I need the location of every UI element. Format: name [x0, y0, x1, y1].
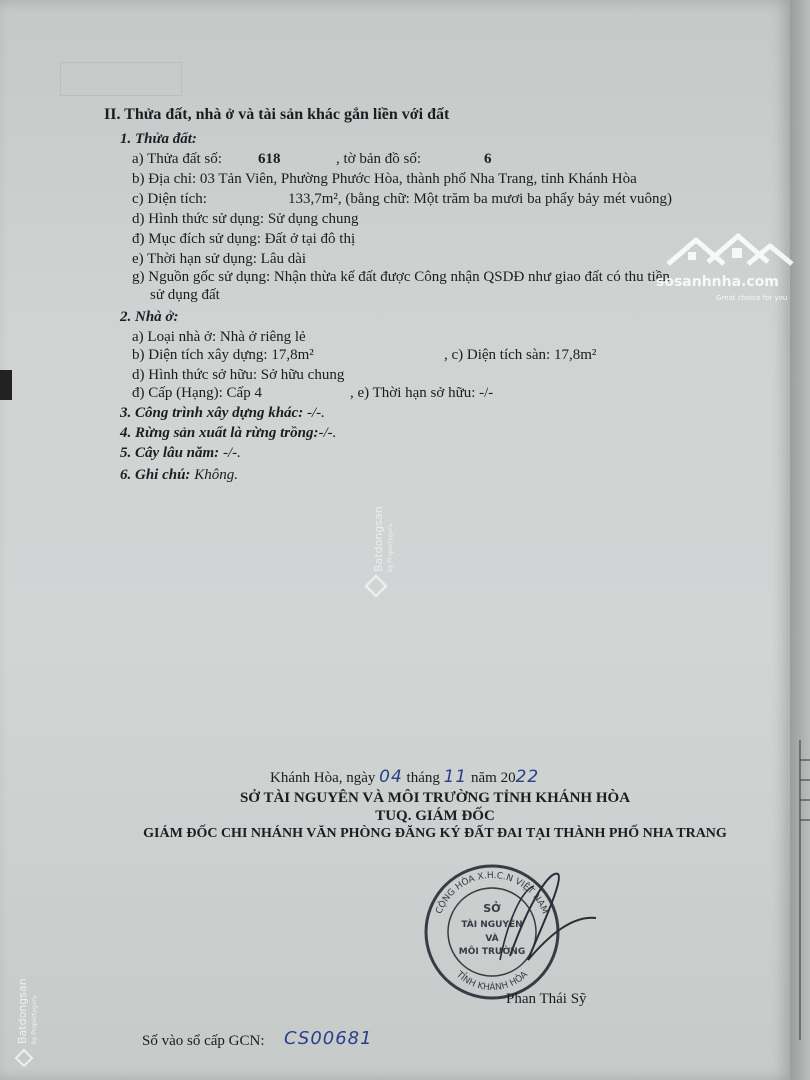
date-month: 11 [443, 767, 468, 787]
land-map-label: , tờ bản đồ số: [336, 151, 422, 167]
perennial-trees [120, 444, 241, 462]
land-area-value: 133,7m², (bằng chữ: Một trăm ba mươi ba phẩy bảy mét vuông) [288, 191, 673, 207]
other-works-value: -/-. [303, 405, 325, 421]
perennial-trees-label: 5. Cây lâu năm: [120, 445, 220, 461]
land-use-purpose: đ) Mục đích sử dụng: Đất ở tại đô thị [132, 231, 356, 247]
stamp-center-4: MÔI TRƯỜNG [458, 947, 526, 957]
other-works [120, 404, 325, 422]
sosanhnha-tagline: Great choice for you [716, 294, 788, 302]
land-use-form: d) Hình thức sử dụng: Sử dụng chung [132, 211, 359, 227]
batdongsan-watermark-center [356, 480, 396, 600]
notes-value: Không. [190, 467, 238, 483]
house-type: a) Loại nhà ở: Nhà ở riêng lẻ [132, 329, 306, 345]
house-heading: 2. Nhà ở: [120, 309, 179, 325]
land-area-label: c) Diện tích: [132, 191, 207, 207]
land-use-term: e) Thời hạn sử dụng: Lâu dài [132, 251, 307, 267]
authority-line: TUQ. GIÁM ĐỐC [375, 808, 495, 824]
faded-box [60, 62, 182, 96]
batdongsan-left-text: Batdongsan [16, 978, 29, 1044]
house-floor-area: , c) Diện tích sàn: 17,8m² [444, 347, 597, 363]
planted-forest-value: -/-. [318, 425, 337, 441]
date-prefix: Khánh Hòa, ngày [270, 770, 376, 786]
house-ownership: d) Hình thức sở hữu: Sở hữu chung [132, 367, 345, 383]
batdongsan-center-small: by Propertyguru [387, 523, 394, 572]
issuing-org: SỞ TÀI NGUYÊN VÀ MÔI TRƯỜNG TỈNH KHÁNH HÒA [239, 790, 631, 806]
notes [120, 466, 238, 484]
land-address: b) Địa chỉ: 03 Tản Viên, Phường Phước Hòa, thành phố Nha Trang, tỉnh Khánh Hòa [132, 171, 637, 187]
stamp-ring-text: CỘNG HÒA X.H.C.N VIỆT NAM [434, 870, 550, 916]
house-grade: đ) Cấp (Hạng): Cấp 4 [132, 385, 262, 401]
date-year-label: năm 20 [471, 770, 516, 786]
land-heading: 1. Thửa đất: [120, 131, 197, 147]
date-day: 04 [379, 767, 403, 787]
page-edge-lines [792, 740, 810, 1040]
perennial-trees-value: -/-. [219, 445, 241, 461]
planted-forest [120, 424, 336, 442]
other-works-label: 3. Công trình xây dựng khác: [120, 405, 304, 421]
stamp-center-1: SỞ [483, 902, 501, 915]
official-stamp [400, 860, 600, 1000]
section-title: II. Thửa đất, nhà ở và tài sản khác gắn liền với đất [104, 106, 450, 123]
date-month-label: tháng [406, 770, 440, 786]
batdongsan-center-text: Batdongsan [372, 506, 385, 572]
planted-forest-label: 4. Rừng sản xuất là rừng trồng: [120, 425, 319, 441]
land-lot-number: 618 [258, 151, 281, 167]
batdongsan-left-small: by Propertyguru [31, 995, 38, 1044]
registry-number: CS00681 [284, 1028, 373, 1049]
stamp-center-2: TÀI NGUYÊN [461, 920, 523, 930]
stamp-center-3: VÀ [485, 934, 499, 944]
sosanhnha-name: sosanhnha.com [656, 274, 779, 290]
house-build-area: b) Diện tích xây dựng: 17,8m² [132, 347, 314, 363]
batdongsan-watermark-left [4, 940, 44, 1070]
signer-name: Phan Thái Sỹ [506, 991, 587, 1007]
date-year-suffix: 22 [515, 767, 540, 787]
date-line [270, 768, 539, 787]
binding-mark [0, 370, 12, 400]
stamp-bottom-text: TỈNH KHÁNH HÒA [454, 969, 530, 994]
land-origin-cont: sử dụng đất [150, 287, 220, 303]
branch-title: GIÁM ĐỐC CHI NHÁNH VĂN PHÒNG ĐĂNG KÝ ĐẤT ĐAI TẠI THÀNH PHỐ NHA TRANG [143, 826, 727, 841]
land-lot-label: a) Thửa đất số: [132, 151, 222, 167]
house-ownership-term: , e) Thời hạn sở hữu: -/- [350, 385, 494, 401]
sosanhnha-watermark [648, 226, 798, 306]
land-map-number: 6 [484, 151, 492, 167]
land-origin: g) Nguồn gốc sử dụng: Nhận thừa kế đất được Công nhận QSDĐ như giao đất có thu tiền [132, 269, 670, 285]
registry-label: Số vào sổ cấp GCN: [142, 1033, 265, 1049]
notes-label: 6. Ghi chú: [120, 467, 191, 483]
